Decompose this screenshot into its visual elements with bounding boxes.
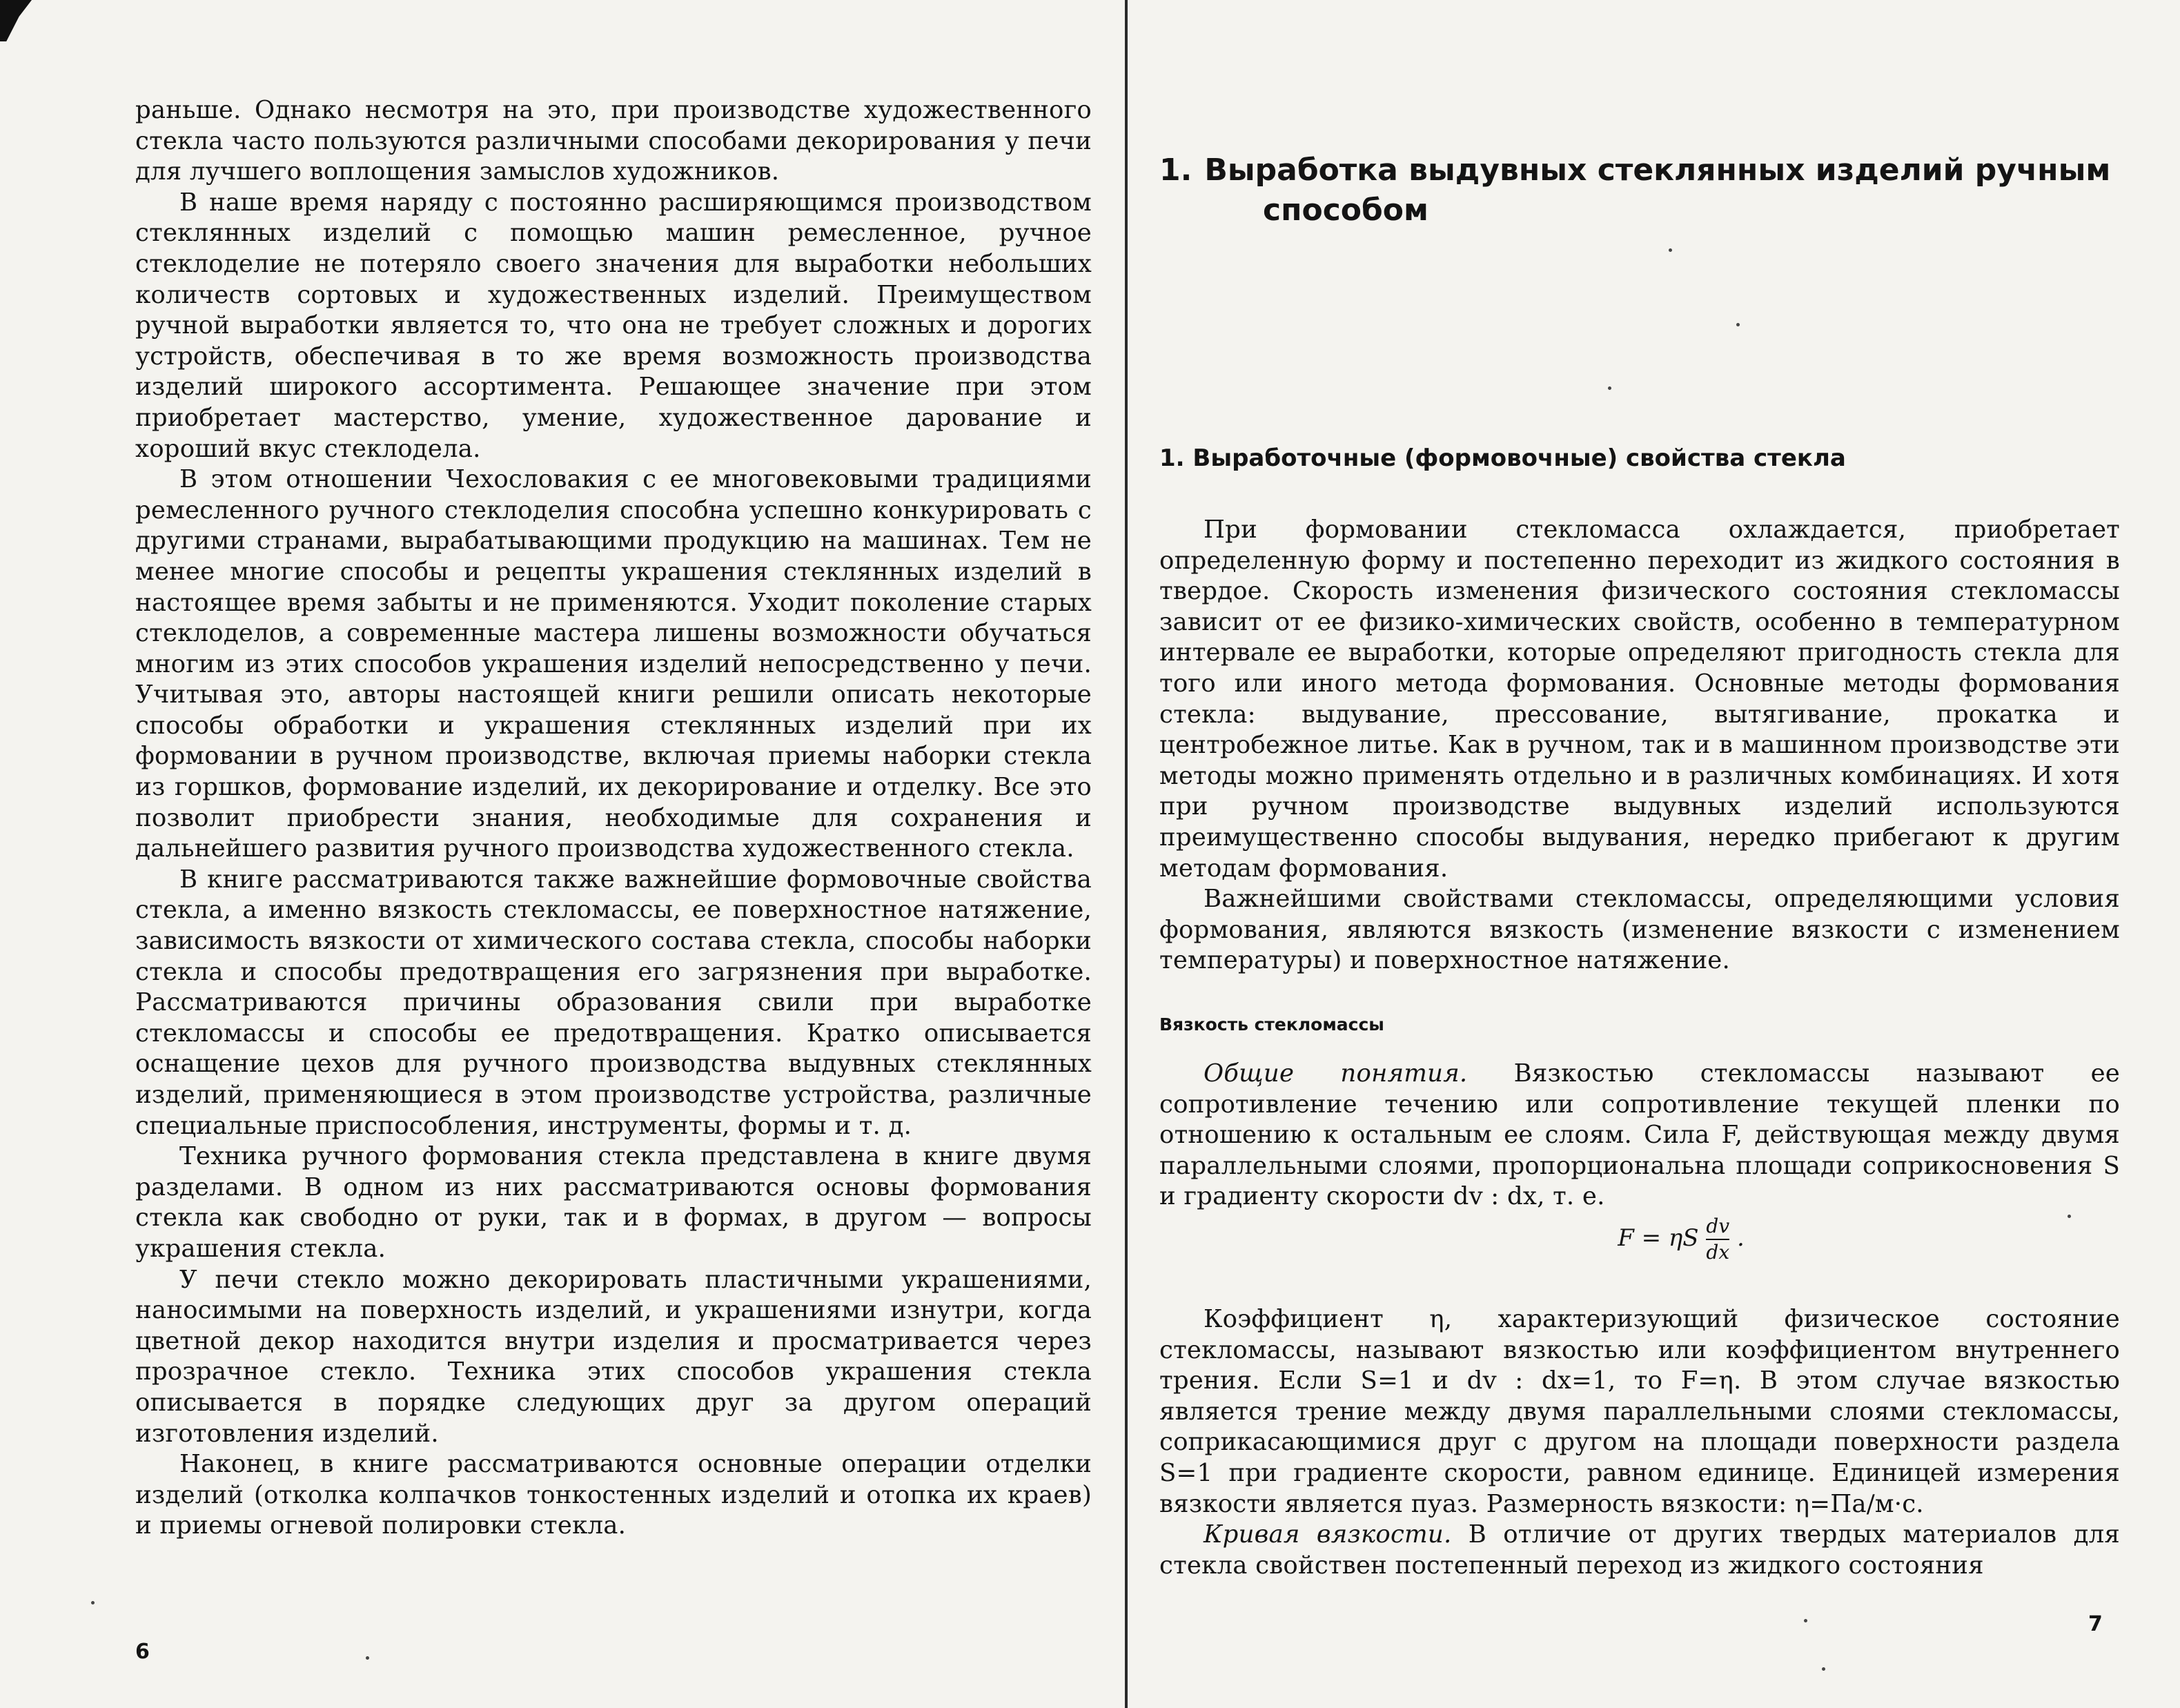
paragraph: [1159, 1059, 2120, 1213]
chapter-number: 1.: [1159, 153, 1192, 188]
paragraph: В книге рассматриваются также важнейшие формовочные свойства стекла, а именно вязкость стекломассы, ее поверхностное натяжение, зависимость вязкости от химического состава стекла, способы наборки стекла и способы предотвращения его загрязнения при выработке. Рассматриваются причины образования свили при выработке стекломассы и способы ее предотвращения. Кратко описывается оснащение цехов для ручного производства выдувных стеклянных изделий, применяющиеся в этом производстве устройства, различные специальные приспособления, инструменты, формы и т. д.: [135, 865, 1092, 1140]
viscosity-definition: [1159, 1304, 2120, 1581]
run-in-heading: Общие понятия.: [1204, 1059, 1468, 1088]
paragraph: Техника ручного формования стекла представлена в книге двумя разделами. В одном из них рассматриваются основы формования стекла как свободно от руки, так и в формах, в другом — вопросы украшения стекла.: [135, 1142, 1092, 1263]
formula-end: .: [1736, 1224, 1745, 1252]
paragraph: Наконец, в книге рассматриваются основные операции отделки изделий (отколка колпачков тонкостенных изделий и отопка их краев) и приемы огневой полировки стекла.: [135, 1450, 1092, 1540]
section-title: 1. Выработочные (формовочные) свойства стекла: [1159, 444, 1846, 472]
paragraph-text: В отличие от других твердых материалов для стекла свойствен постепенный переход из жидкого состояния: [1159, 1520, 2120, 1580]
scan-speck: [366, 1656, 369, 1660]
left-page-body: [135, 95, 1092, 1542]
chapter-title-line2: способом: [1263, 193, 1428, 228]
chapter-title: [1159, 150, 2120, 230]
scan-speck: [1736, 323, 1740, 326]
general-concepts: [1159, 1059, 2120, 1295]
scan-corner-artifact: [0, 0, 32, 41]
formula-lhs: F = ηS: [1618, 1224, 1699, 1252]
scan-speck: [1804, 1619, 1807, 1622]
paragraph: раньше. Однако несмотря на это, при производстве художественного стекла часто пользуются различными способами декорирования у печи для лучшего воплощения замыслов художников.: [135, 96, 1092, 186]
scan-speck: [1669, 248, 1672, 252]
paragraph: У печи стекло можно декорировать пластичными украшениями, наносимыми на поверхность изделий, и украшениями изнутри, когда цветной декор находится внутри изделия и просматривается через прозрачное стекло. Техника этих способов украшения стекла описывается в порядке следующих друг за другом операций изготовления изделий.: [135, 1265, 1092, 1448]
formula-denominator: dx: [1706, 1239, 1729, 1265]
scan-speck: [1822, 1667, 1825, 1671]
paragraph: [1159, 1520, 2120, 1581]
paragraph: При формовании стекломасса охлаждается, приобретает определенную форму и постепенно переходит из жидкого состояния в твердое. Скорость изменения физического состояния стекломассы зависит от ее физико-химических свойств, особенно в температурном интервале ее выработки, которые определяют пригодность стекла для того или иного метода формования. Основные методы формования стекла: выдувание, прессование, вытягивание, прокатка и центробежное литье. Как в ручном, так и в машинном производстве эти методы можно применять отдельно и в различных комбинациях. И хотя при ручном производстве выдувных изделий используются преимущественно способы выдувания, нередко прибегают к другим методам формования.: [1159, 516, 2120, 883]
left-page: [135, 0, 1092, 1708]
paragraph: В наше время наряду с постоянно расширяющимся производством стеклянных изделий с помощью машин ремесленное, ручное стеклоделие не потеряло своего значения для выработки небольших количеств сортовых и художественных изделий. Преимуществом ручной выработки является то, что она не требует сложных и дорогих устройств, обеспечивая в то же время возможность производства изделий широкого ассортимента. Решающее значение при этом приобретает мастерство, умение, художественное дарование и хороший вкус стеклодела.: [135, 188, 1092, 463]
paragraph: Коэффициент η, характеризующий физическое состояние стекломассы, называют вязкостью или коэффициентом внутреннего трения. Если S=1 и dv : dx=1, то F=η. В этом случае вязкостью является трение между двумя параллельными слоями стекломассы, соприкасающимися друг с другом на площади поверхности раздела S=1 при градиенте скорости, равном единице. Единицей измерения вязкости является пуаз. Размерность вязкости: η=Па/м·с.: [1159, 1305, 2120, 1518]
run-in-heading: Кривая вязкости.: [1204, 1520, 1452, 1549]
section-intro: [1159, 515, 2120, 976]
scan-speck: [91, 1601, 95, 1604]
paragraph: В этом отношении Чехословакия с ее многовековыми традициями ремесленного ручного стеклоделия способна успешно конкурировать с другими странами, вырабатывающими продукцию на машинах. Тем не менее многие способы и рецепты украшения стеклянных изделий в настоящее время забыты и не применяются. Уходит поколение старых стеклоделов, а современные мастера лишены возможности обучаться многим из этих способов украшения изделий непосредственно у печи. Учитывая это, авторы настоящей книги решили описать некоторые способы обработки и украшения стеклянных изделий при их формовании в ручном производстве, включая приемы наборки стекла из горшков, формование изделий, их декорирование и отделку. Все это позволит приобрести знания, необходимые для сохранения и дальнейшего развития ручного производства художественного стекла.: [135, 465, 1092, 863]
page-number: 6: [135, 1640, 150, 1664]
right-page: [1159, 0, 2120, 1708]
page-number: 7: [2088, 1612, 2103, 1636]
subsection-title: Вязкость стекломассы: [1159, 1014, 1384, 1034]
formula-numerator: dv: [1706, 1214, 1730, 1237]
scan-speck: [2068, 1215, 2071, 1218]
formula-fraction: [1706, 1214, 1729, 1265]
viscosity-formula: [1159, 1214, 2120, 1265]
paragraph-text: Вязкостью стекломассы называют ее сопротивление течению или сопротивление текущей пленки по отношению к остальным ее слоям. Сила F, действующая между двумя параллельными слоями, пропорциональна площади соприкосновения S и градиенту скорости dv : dx, т. е.: [1159, 1059, 2120, 1211]
book-gutter: [1125, 0, 1128, 1708]
chapter-title-line1: Выработка выдувных стеклянных изделий ручным: [1204, 153, 2111, 188]
paragraph: Важнейшими свойствами стекломассы, определяющими условия формования, являются вязкость (изменение вязкости с изменением температуры) и поверхностное натяжение.: [1159, 885, 2120, 975]
scan-speck: [1608, 386, 1611, 390]
